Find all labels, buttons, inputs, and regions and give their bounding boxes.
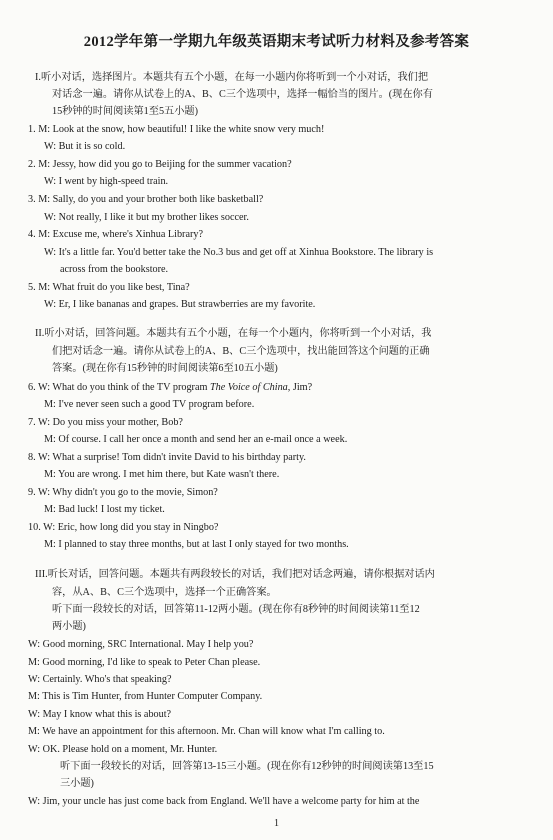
text-line: 们把对话念一遍。请你从试卷上的A、B、C三个选项中，找出能回答这个问题的正确 bbox=[52, 346, 430, 357]
text-line: M: I've never seen such a good TV program before. bbox=[44, 399, 255, 410]
text-line: 对话念一遍。请你从试卷上的A、B、C三个选项中，选择一幅恰当的图片。(现在你有 bbox=[52, 89, 433, 100]
page-number: 1 bbox=[274, 818, 279, 829]
text-line: M: Good morning, I'd like to speak to Peter Chan please. bbox=[28, 657, 261, 668]
text-line: W: Good morning, SRC International. May I help you? bbox=[28, 639, 254, 650]
text-line: 1. M: Look at the snow, how beautiful! I like the white snow very much! bbox=[28, 124, 325, 135]
text-line: W: But it is so cold. bbox=[44, 141, 126, 152]
text-line: 两小题) bbox=[52, 621, 86, 632]
text-line: III.听长对话，回答问题。本题共有两段较长的对话，我们把对话念两遍，请你根据对话内 bbox=[35, 569, 435, 580]
text-line: 3. M: Sally, do you and your brother both like basketball? bbox=[28, 194, 264, 205]
program-title: The Voice of China bbox=[209, 382, 288, 393]
text-line: 2. M: Jessy, how did you go to Beijing for the summer vacation? bbox=[28, 159, 292, 170]
text-line: W: OK. Please hold on a moment, Mr. Hunter. bbox=[28, 744, 218, 755]
text-line: W: Certainly. Who's that speaking? bbox=[28, 674, 172, 685]
text-line: 听下面一段较长的对话，回答第13-15三小题。(现在你有12秒钟的时间阅读第13至15 bbox=[60, 761, 434, 772]
text-line: W: May I know what this is about? bbox=[28, 709, 172, 720]
text-line: II.听小对话，回答问题。本题共有五个小题，在每一个小题内，你将听到一个小对话，我 bbox=[35, 328, 432, 339]
text-line: 7. W: Do you miss your mother, Bob? bbox=[28, 417, 183, 428]
text-line: M: We have an appointment for this afternoon. Mr. Chan will know what I'm calling to. bbox=[28, 726, 385, 737]
page-title: 2012学年第一学期九年级英语期末考试听力材料及参考答案 bbox=[83, 34, 470, 50]
text-line: W: Jim, your uncle has just come back from England. We'll have a welcome party for him at the bbox=[28, 796, 420, 807]
text-line: W: It's a little far. You'd better take the No.3 bus and get off at Xinhua Bookstore. The library is bbox=[44, 247, 434, 258]
text-line: 5. M: What fruit do you like best, Tina? bbox=[28, 282, 190, 293]
text-line: 6. W: What do you think of the TV program The Voice of China, Jim? bbox=[28, 382, 313, 393]
text-line: across from the bookstore. bbox=[60, 264, 169, 275]
text-line: W: Er, I like bananas and grapes. But strawberries are my favorite. bbox=[44, 299, 316, 310]
text-line: 答案。(现在你有15秒钟的时间阅读第6至10五小题) bbox=[52, 363, 278, 374]
text-line: M: This is Tim Hunter, from Hunter Computer Company. bbox=[28, 691, 263, 702]
text-line: M: You are wrong. I met him there, but Kate wasn't there. bbox=[44, 469, 280, 480]
text-line: M: Of course. I call her once a month and send her an e-mail once a week. bbox=[44, 434, 348, 445]
text-line: M: Bad luck! I lost my ticket. bbox=[44, 504, 165, 515]
text-line: W: I went by high-speed train. bbox=[44, 176, 169, 187]
text-line: 4. M: Excuse me, where's Xinhua Library? bbox=[28, 229, 203, 240]
text-line: W: Not really, I like it but my brother likes soccer. bbox=[44, 212, 249, 223]
text-line: I.听小对话，选择图片。本题共有五个小题，在每一小题内你将听到一个小对话，我们把 bbox=[35, 72, 429, 83]
text-line: 15秒钟的时间阅读第1至5五小题) bbox=[52, 106, 199, 117]
text-line: 8. W: What a surprise! Tom didn't invite David to his birthday party. bbox=[28, 452, 306, 463]
text-line: 9. W: Why didn't you go to the movie, Simon? bbox=[28, 487, 218, 498]
text-line: 听下面一段较长的对话，回答第11-12两小题。(现在你有8秒钟的时间阅读第11至12 bbox=[52, 604, 420, 615]
text-line: M: I planned to stay three months, but at last I only stayed for two months. bbox=[44, 539, 349, 550]
text-line: 10. W: Eric, how long did you stay in Ningbo? bbox=[28, 522, 219, 533]
text-line: 三小题) bbox=[60, 778, 94, 789]
text-line: 容，从A、B、C三个选项中，选择一个正确答案。 bbox=[52, 587, 277, 598]
